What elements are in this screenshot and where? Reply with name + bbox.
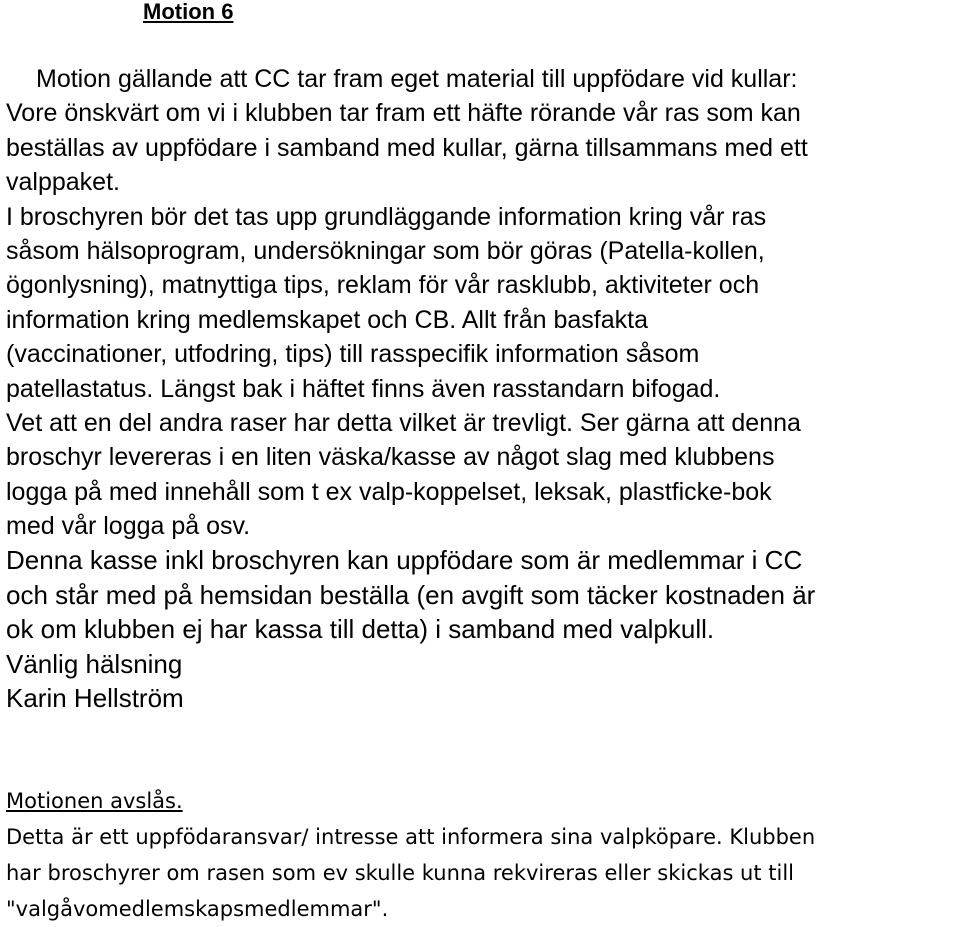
greeting: Vänlig hälsning [6, 648, 183, 679]
motion-text [6, 62, 960, 715]
motion-line: broschyr levereras i en liten väska/kasse av något slag med klubbens [6, 443, 775, 472]
motion-line: Vet att en del andra raser har detta vilket är trevligt. Ser gärna att denna [6, 408, 801, 437]
signature-name: Karin Hellström [6, 683, 184, 714]
decision-title: Motionen avslås. [6, 789, 183, 813]
motion-line: information kring medlemskapet och CB. Allt från basfakta [6, 305, 648, 334]
motion-heading: Motion 6 [143, 0, 234, 24]
motion-line: Denna kasse inkl broschyren kan uppfödare som är medlemmar i CC [6, 545, 803, 576]
motion-line: logga på med innehåll som t ex valp-koppelset, leksak, plastficke-bok [6, 477, 772, 506]
motion-line: patellastatus. Längst bak i häftet finns även rasstandarn bifogad. [6, 374, 721, 403]
motion-line: ok om klubben ej har kassa till detta) i samband med valpkull. [6, 614, 715, 645]
decision-section [6, 783, 960, 927]
motion-line: beställas av uppfödare i samband med kullar, gärna tillsammans med ett [6, 133, 808, 162]
motion-line: ögonlysning), matnyttiga tips, reklam för vår rasklubb, aktiviteter och [6, 271, 760, 300]
motion-line: och står med på hemsidan beställa (en avgift som täcker kostnaden är [6, 579, 816, 610]
motion-line: (vaccinationer, utfodring, tips) till rasspecifik information såsom [6, 340, 700, 369]
motion-line: med vår logga på osv. [6, 512, 251, 541]
decision-line: Detta är ett uppfödaransvar/ intresse att informera sina valpköpare. Klubben [6, 825, 816, 849]
motion-line: I broschyren bör det tas upp grundläggande information kring vår ras [6, 202, 767, 231]
motion-line: såsom hälsoprogram, undersökningar som bör göras (Patella-kollen, [6, 236, 765, 265]
decision-line: "valgåvomedlemskapsmedlemmar". [6, 897, 389, 921]
motion-line: Motion gällande att CC tar fram eget material till uppfödare vid kullar: [36, 65, 798, 93]
decision-line: har broschyrer om rasen som ev skulle kunna rekvireras eller skickas ut till [6, 861, 795, 885]
motion-line: Vore önskvärt om vi i klubben tar fram ett häfte rörande vår ras som kan [6, 99, 801, 128]
motion-line: valppaket. [6, 168, 120, 197]
